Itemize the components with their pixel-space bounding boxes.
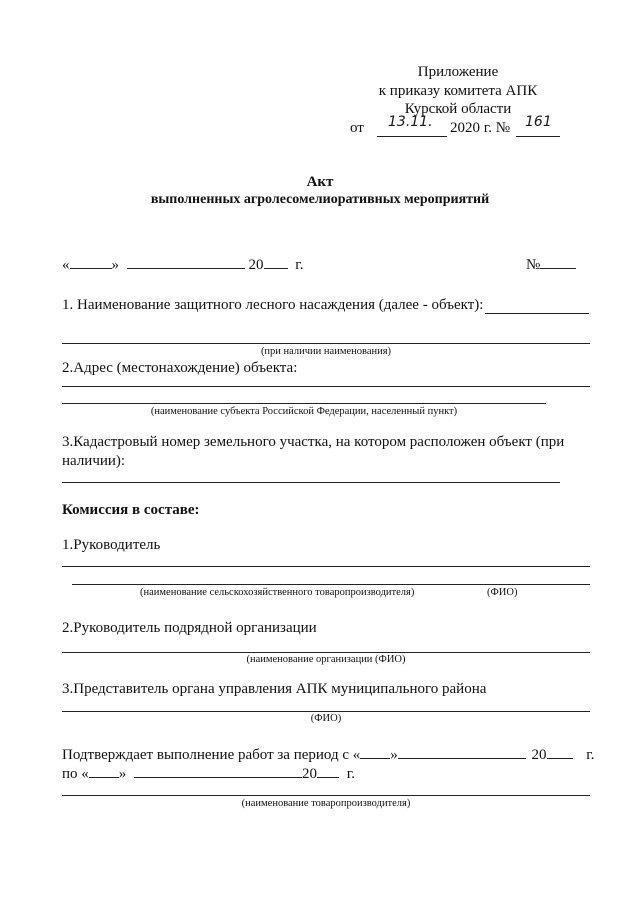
- confirmation-line2: по « » 20 г.: [62, 763, 355, 783]
- header-order: к приказу комитета АПК: [378, 83, 538, 99]
- section2-hint: (наименование субъекта Российской Федерации, населенный пункт): [150, 406, 458, 417]
- act-year-blank[interactable]: [264, 254, 288, 269]
- header-number-line: [516, 136, 560, 137]
- period-start-day-blank[interactable]: [360, 744, 390, 759]
- header-date-handwritten: 13.11.: [388, 114, 433, 130]
- section3-line[interactable]: [62, 482, 560, 483]
- member2-label: 2.Руководитель подрядной организации: [62, 620, 317, 636]
- section2-line2[interactable]: [62, 403, 546, 404]
- document-title: Акт: [306, 174, 334, 190]
- member3-line[interactable]: [62, 711, 590, 712]
- section3-label-line2: наличии):: [62, 453, 126, 469]
- act-number-blank[interactable]: [540, 254, 576, 269]
- member3-hint: (ФИО): [310, 713, 342, 724]
- period-end-day-blank[interactable]: [89, 763, 119, 778]
- producer-line[interactable]: [62, 795, 590, 796]
- period-start-month-blank[interactable]: [398, 744, 526, 759]
- member2-hint: (наименование организации (ФИО): [246, 654, 406, 665]
- member1-label: 1.Руководитель: [62, 537, 161, 553]
- act-day-blank[interactable]: [70, 254, 112, 269]
- member1-hint-fio: (ФИО): [487, 587, 518, 598]
- act-month-blank[interactable]: [127, 254, 245, 269]
- member2-line[interactable]: [62, 652, 590, 653]
- member1-hint-org: (наименование сельскохозяйственного товаропроизводителя): [140, 587, 415, 598]
- act-date-row: « » 20 г.: [62, 254, 303, 274]
- member1-line1[interactable]: [62, 566, 590, 567]
- producer-hint: (наименование товаропроизводителя): [241, 798, 411, 809]
- act-number-row: №: [526, 254, 576, 274]
- header-year-number: 2020 г. №: [450, 120, 511, 136]
- header-date-line: [377, 136, 447, 137]
- document-subtitle: выполненных агролесомелиоративных мероприятий: [150, 192, 490, 207]
- header-from-label: от: [350, 120, 364, 136]
- period-end-month-blank[interactable]: [134, 763, 302, 778]
- confirmation-line1: Подтверждает выполнение работ за период с « » 20 г.: [62, 744, 595, 764]
- section1-inline-line[interactable]: [485, 313, 589, 314]
- section3-label-line1: 3.Кадастровый номер земельного участка, на котором расположен объект (при: [62, 434, 565, 450]
- commission-heading: Комиссия в составе:: [62, 502, 200, 518]
- header-region: Курской области: [404, 101, 512, 117]
- section1-label: 1. Наименование защитного лесного насаждения (далее - объект):: [62, 297, 484, 313]
- header-number-handwritten: 161: [525, 114, 552, 130]
- member3-label: 3.Представитель органа управления АПК муниципального района: [62, 681, 487, 697]
- section2-label: 2.Адрес (местонахождение) объекта:: [62, 360, 298, 376]
- period-start-year-blank[interactable]: [547, 744, 573, 759]
- section1-line[interactable]: [62, 343, 590, 344]
- section1-hint: (при наличии наименования): [260, 346, 392, 357]
- period-end-year-blank[interactable]: [317, 763, 339, 778]
- section2-line1[interactable]: [62, 386, 590, 387]
- member1-line2[interactable]: [72, 584, 590, 585]
- header-appendix: Приложение: [417, 64, 499, 80]
